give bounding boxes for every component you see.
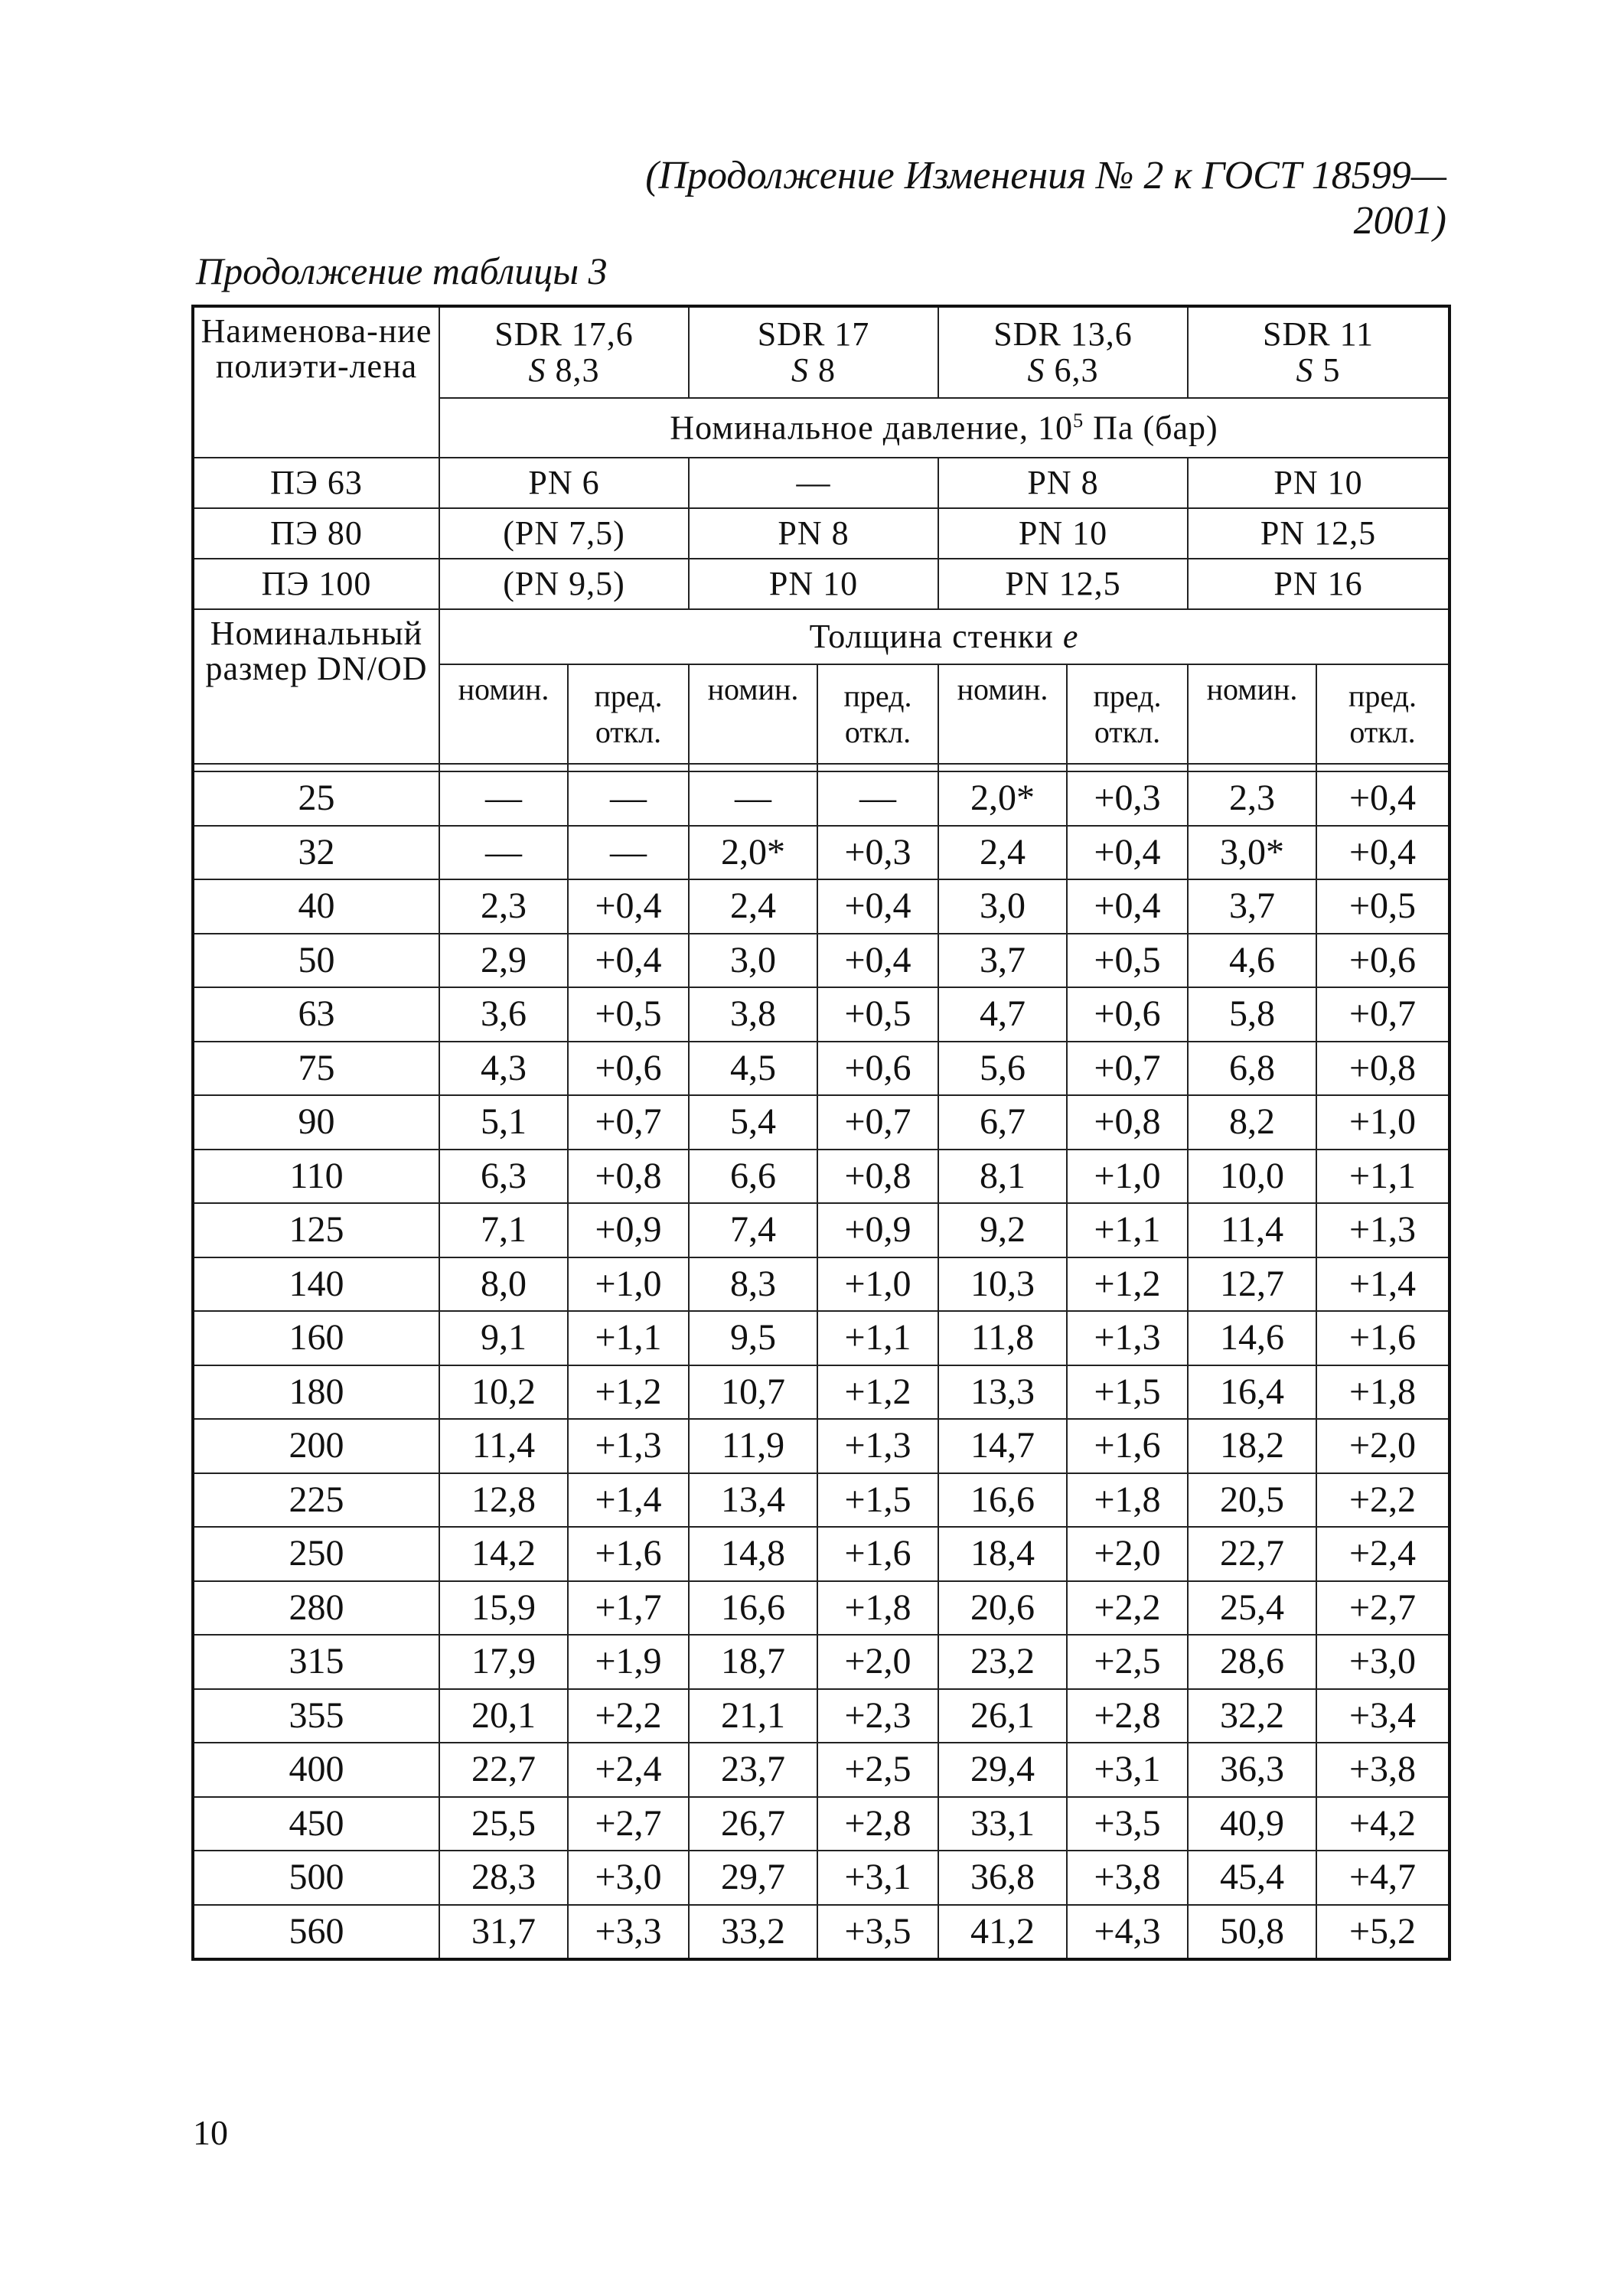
table-row [193,1905,1450,1960]
nominal-size-cell: 90 [193,1095,439,1150]
sdr-header-1 [439,306,689,398]
sdr-header-3 [938,306,1188,398]
nominal-thickness-cell: 23,2 [938,1635,1067,1689]
table-row [193,1743,1450,1797]
s-value: 8,3 [555,351,600,389]
nominal-thickness-cell: 7,4 [689,1203,817,1257]
nominal-thickness-cell: 14,7 [938,1419,1067,1473]
deviation-cell: +0,4 [1316,826,1450,880]
deviation-cell: +2,7 [568,1797,689,1851]
nominal-size-cell: 125 [193,1203,439,1257]
nominal-thickness-cell: 11,4 [439,1419,568,1473]
nominal-thickness-cell: 4,7 [938,987,1067,1042]
nominal-thickness-cell: 6,3 [439,1150,568,1204]
deviation-cell: +1,5 [1067,1365,1188,1420]
nominal-thickness-cell: 25,4 [1188,1581,1316,1636]
deviation-cell: +0,7 [1316,987,1450,1042]
deviation-cell: +0,6 [817,1042,938,1096]
deviation-cell: +0,7 [817,1095,938,1150]
table-row [193,1581,1450,1636]
nominal-thickness-cell: 32,2 [1188,1689,1316,1743]
nominal-col-header: номин. [938,664,1067,764]
nominal-size-cell: 40 [193,879,439,934]
deviation-cell: +1,8 [1067,1473,1188,1528]
nominal-size-cell: 280 [193,1581,439,1636]
nominal-thickness-cell: 2,4 [689,879,817,934]
nominal-thickness-cell: 20,5 [1188,1473,1316,1528]
deviation-cell: +2,5 [817,1743,938,1797]
deviation-cell: +3,1 [1067,1743,1188,1797]
nominal-thickness-cell: 6,7 [938,1095,1067,1150]
nominal-thickness-cell: 20,1 [439,1689,568,1743]
pressure-text: Номинальное давление, 10 [670,409,1073,447]
deviation-cell: +1,3 [1316,1203,1450,1257]
deviation-cell: +1,0 [1067,1150,1188,1204]
deviation-cell: +0,4 [568,934,689,988]
deviation-cell: +0,7 [568,1095,689,1150]
wall-thickness-table [191,305,1451,1961]
deviation-cell: +3,4 [1316,1689,1450,1743]
deviation-cell: +1,1 [568,1311,689,1365]
table-row [193,934,1450,988]
nominal-size-cell: 560 [193,1905,439,1960]
nominal-thickness-cell: 18,2 [1188,1419,1316,1473]
nominal-thickness-cell: 4,3 [439,1042,568,1096]
material-cell: ПЭ 63 [193,458,439,508]
sdr-label: SDR 13,6 [993,315,1133,354]
deviation-cell: +0,5 [1067,934,1188,988]
nominal-thickness-cell: 22,7 [1188,1527,1316,1581]
deviation-cell: +0,5 [1316,879,1450,934]
nominal-thickness-cell: 3,0* [1188,826,1316,880]
nominal-thickness-cell: 16,4 [1188,1365,1316,1420]
nominal-thickness-cell: 11,9 [689,1419,817,1473]
deviation-cell: +0,8 [1067,1095,1188,1150]
nominal-thickness-cell: 2,3 [1188,771,1316,826]
deviation-cell: +0,4 [1067,826,1188,880]
nominal-thickness-cell: 2,9 [439,934,568,988]
nominal-thickness-cell: 18,4 [938,1527,1067,1581]
sdr-label: SDR 17,6 [494,315,634,354]
s-letter: S [1027,351,1045,389]
deviation-cell: +1,1 [1067,1203,1188,1257]
deviation-cell: +1,5 [817,1473,938,1528]
nominal-size-cell: 450 [193,1797,439,1851]
pressure-cell: PN 10 [689,559,938,609]
table-row [193,1851,1450,1905]
deviation-cell: +1,4 [1316,1257,1450,1312]
deviation-cell: +4,7 [1316,1851,1450,1905]
deviation-cell: +3,8 [1316,1743,1450,1797]
table-caption: Продолжение таблицы 3 [196,249,608,292]
deviation-cell: +3,0 [568,1851,689,1905]
s-value: 8 [818,351,836,389]
deviation-cell: +2,0 [1067,1527,1188,1581]
deviation-cell: +0,8 [817,1150,938,1204]
polyethylene-name-header: Наименова-ние полиэти-лена [193,306,439,458]
nominal-thickness-cell: 21,1 [689,1689,817,1743]
nominal-col-header: номин. [439,664,568,764]
deviation-cell: +1,1 [817,1311,938,1365]
deviation-cell: +0,3 [817,826,938,880]
header-separator [193,764,1450,771]
nominal-thickness-cell: — [689,771,817,826]
deviation-cell: +3,8 [1067,1851,1188,1905]
nominal-thickness-cell: 50,8 [1188,1905,1316,1960]
nominal-thickness-cell: 17,9 [439,1635,568,1689]
nominal-thickness-cell: 29,4 [938,1743,1067,1797]
nominal-thickness-cell: 36,8 [938,1851,1067,1905]
deviation-cell: +1,9 [568,1635,689,1689]
deviation-cell: +0,4 [817,934,938,988]
nominal-size-cell: 50 [193,934,439,988]
nominal-thickness-cell: 26,1 [938,1689,1067,1743]
deviation-cell: +1,0 [568,1257,689,1312]
nominal-size-cell: 250 [193,1527,439,1581]
sdr-header-4 [1188,306,1450,398]
table-row [193,1095,1450,1150]
deviation-cell: +0,9 [568,1203,689,1257]
nominal-thickness-cell: 4,6 [1188,934,1316,988]
nominal-size-cell: 225 [193,1473,439,1528]
deviation-cell: — [817,771,938,826]
nominal-thickness-cell: 5,1 [439,1095,568,1150]
document-header: (Продолжение Изменения № 2 к ГОСТ 18599—2001) [645,154,1446,243]
pressure-cell: PN 12,5 [1188,508,1450,559]
nominal-size-cell: 75 [193,1042,439,1096]
deviation-cell: +1,3 [1067,1311,1188,1365]
deviation-cell: +1,6 [1067,1419,1188,1473]
s-value: 6,3 [1054,351,1099,389]
deviation-cell: +1,2 [1067,1257,1188,1312]
s-letter: S [528,351,546,389]
nominal-thickness-cell: 8,2 [1188,1095,1316,1150]
nominal-thickness-cell: 3,0 [938,879,1067,934]
nominal-thickness-cell: 7,1 [439,1203,568,1257]
pressure-cell: PN 8 [938,458,1188,508]
deviation-cell: +1,6 [1316,1311,1450,1365]
nominal-col-header: номин. [1188,664,1316,764]
deviation-col-header: пред. откл. [1316,664,1450,764]
nominal-size-cell: 400 [193,1743,439,1797]
table-row [193,1689,1450,1743]
pressure-exponent: 5 [1072,408,1084,432]
nominal-size-cell: 180 [193,1365,439,1420]
nominal-thickness-cell: 15,9 [439,1581,568,1636]
deviation-cell: +2,4 [568,1743,689,1797]
nominal-thickness-cell: 9,5 [689,1311,817,1365]
deviation-cell: +0,6 [568,1042,689,1096]
nominal-thickness-cell: 10,7 [689,1365,817,1420]
nominal-thickness-cell: 3,8 [689,987,817,1042]
nominal-thickness-cell: 31,7 [439,1905,568,1960]
table-row [193,1257,1450,1312]
nominal-size-cell: 500 [193,1851,439,1905]
nominal-pressure-header [439,398,1450,458]
deviation-cell: +1,0 [817,1257,938,1312]
nominal-size-cell: 355 [193,1689,439,1743]
deviation-cell: +2,2 [1067,1581,1188,1636]
nominal-thickness-cell: 18,7 [689,1635,817,1689]
nominal-thickness-cell: 10,2 [439,1365,568,1420]
deviation-cell: +0,8 [568,1150,689,1204]
deviation-cell: +2,8 [1067,1689,1188,1743]
pressure-cell: PN 16 [1188,559,1450,609]
nominal-thickness-cell: 22,7 [439,1743,568,1797]
deviation-cell: +2,0 [1316,1419,1450,1473]
nominal-thickness-cell: 8,1 [938,1150,1067,1204]
wall-thickness-header [439,609,1450,664]
s-label [939,353,1187,388]
deviation-cell: +3,1 [817,1851,938,1905]
deviation-cell: +2,5 [1067,1635,1188,1689]
nominal-thickness-cell: 40,9 [1188,1797,1316,1851]
deviation-cell: +4,3 [1067,1905,1188,1960]
nominal-size-cell: 315 [193,1635,439,1689]
s-value: 5 [1322,351,1341,389]
s-letter: S [791,351,809,389]
pressure-unit: Па (бар) [1084,409,1218,447]
table-row [193,879,1450,934]
nominal-thickness-cell: 6,6 [689,1150,817,1204]
sdr-header-2 [689,306,938,398]
nominal-thickness-cell: 5,4 [689,1095,817,1150]
nominal-thickness-cell: 4,5 [689,1042,817,1096]
deviation-cell: +1,6 [568,1527,689,1581]
nominal-thickness-cell: 5,8 [1188,987,1316,1042]
deviation-cell: +0,3 [1067,771,1188,826]
table-row [193,826,1450,880]
table-row [193,1365,1450,1420]
nominal-thickness-cell: 28,6 [1188,1635,1316,1689]
nominal-size-header: Номинальный размер DN/OD [193,609,439,764]
table-row [193,1203,1450,1257]
nominal-thickness-cell: 14,6 [1188,1311,1316,1365]
nominal-thickness-cell: 13,4 [689,1473,817,1528]
nominal-thickness-cell: 9,1 [439,1311,568,1365]
nominal-thickness-cell: 12,7 [1188,1257,1316,1312]
nominal-thickness-cell: 23,7 [689,1743,817,1797]
nominal-thickness-cell: 28,3 [439,1851,568,1905]
pressure-cell: PN 10 [938,508,1188,559]
nominal-thickness-cell: 29,7 [689,1851,817,1905]
s-label [440,353,688,388]
deviation-cell: +3,0 [1316,1635,1450,1689]
nominal-size-cell: 32 [193,826,439,880]
pressure-cell: (PN 9,5) [439,559,689,609]
nominal-thickness-cell: 20,6 [938,1581,1067,1636]
deviation-cell: +2,8 [817,1797,938,1851]
nominal-thickness-cell: 3,7 [1188,879,1316,934]
deviation-cell: +2,2 [568,1689,689,1743]
nominal-thickness-cell: 11,4 [1188,1203,1316,1257]
deviation-cell: +0,7 [1067,1042,1188,1096]
nominal-size-cell: 160 [193,1311,439,1365]
deviation-cell: +2,3 [817,1689,938,1743]
nominal-thickness-cell: 16,6 [938,1473,1067,1528]
deviation-cell: +0,4 [817,879,938,934]
nominal-thickness-cell: 25,5 [439,1797,568,1851]
nominal-thickness-cell: 8,3 [689,1257,817,1312]
nominal-thickness-cell: — [439,826,568,880]
pressure-cell: PN 6 [439,458,689,508]
nominal-thickness-cell: 10,0 [1188,1150,1316,1204]
table-row [193,1527,1450,1581]
deviation-cell: — [568,826,689,880]
nominal-thickness-cell: 2,0* [938,771,1067,826]
deviation-cell: +0,4 [1067,879,1188,934]
table-row [193,987,1450,1042]
nominal-thickness-cell: 41,2 [938,1905,1067,1960]
table-row [193,1473,1450,1528]
nominal-thickness-cell: — [439,771,568,826]
wall-thickness-symbol: e [1062,617,1079,655]
deviation-cell: +1,1 [1316,1150,1450,1204]
nominal-thickness-cell: 33,1 [938,1797,1067,1851]
deviation-cell: +1,7 [568,1581,689,1636]
deviation-col-header: пред. откл. [568,664,689,764]
deviation-cell: +4,2 [1316,1797,1450,1851]
deviation-cell: +0,9 [817,1203,938,1257]
pressure-cell: PN 12,5 [938,559,1188,609]
deviation-cell: +0,6 [1067,987,1188,1042]
deviation-cell: +1,2 [568,1365,689,1420]
page-number: 10 [193,2113,228,2152]
deviation-cell: +3,5 [1067,1797,1188,1851]
deviation-cell: — [568,771,689,826]
nominal-thickness-cell: 14,2 [439,1527,568,1581]
sdr-label: SDR 17 [757,315,870,354]
table-row [193,1635,1450,1689]
nominal-thickness-cell: 3,0 [689,934,817,988]
wall-thickness-text: Толщина стенки [809,617,1054,655]
nominal-thickness-cell: 33,2 [689,1905,817,1960]
table-row [193,1042,1450,1096]
deviation-cell: +2,7 [1316,1581,1450,1636]
nominal-thickness-cell: 14,8 [689,1527,817,1581]
deviation-cell: +0,6 [1316,934,1450,988]
nominal-thickness-cell: 3,6 [439,987,568,1042]
pressure-cell: (PN 7,5) [439,508,689,559]
nominal-thickness-cell: 9,2 [938,1203,1067,1257]
nominal-thickness-cell: 26,7 [689,1797,817,1851]
deviation-cell: +1,4 [568,1473,689,1528]
deviation-col-header: пред. откл. [817,664,938,764]
nominal-col-header: номин. [689,664,817,764]
pressure-cell: PN 8 [689,508,938,559]
nominal-size-cell: 25 [193,771,439,826]
nominal-thickness-cell: 10,3 [938,1257,1067,1312]
nominal-thickness-cell: 12,8 [439,1473,568,1528]
deviation-cell: +1,8 [817,1581,938,1636]
deviation-cell: +2,2 [1316,1473,1450,1528]
deviation-cell: +1,2 [817,1365,938,1420]
nominal-size-cell: 140 [193,1257,439,1312]
nominal-thickness-cell: 11,8 [938,1311,1067,1365]
deviation-cell: +1,6 [817,1527,938,1581]
nominal-thickness-cell: 13,3 [938,1365,1067,1420]
nominal-thickness-cell: 16,6 [689,1581,817,1636]
s-letter: S [1296,351,1314,389]
nominal-thickness-cell: 5,6 [938,1042,1067,1096]
pressure-cell: — [689,458,938,508]
deviation-cell: +1,8 [1316,1365,1450,1420]
nominal-thickness-cell: 8,0 [439,1257,568,1312]
table-row [193,1311,1450,1365]
material-cell: ПЭ 80 [193,508,439,559]
nominal-thickness-cell: 2,4 [938,826,1067,880]
nominal-thickness-cell: 2,3 [439,879,568,934]
nominal-thickness-cell: 3,7 [938,934,1067,988]
deviation-cell: +1,0 [1316,1095,1450,1150]
nominal-thickness-cell: 2,0* [689,826,817,880]
material-cell: ПЭ 100 [193,559,439,609]
nominal-thickness-cell: 6,8 [1188,1042,1316,1096]
deviation-cell: +1,3 [568,1419,689,1473]
pressure-cell: PN 10 [1188,458,1450,508]
deviation-cell: +2,0 [817,1635,938,1689]
deviation-cell: +0,5 [568,987,689,1042]
deviation-cell: +2,4 [1316,1527,1450,1581]
deviation-cell: +3,3 [568,1905,689,1960]
deviation-cell: +5,2 [1316,1905,1450,1960]
deviation-cell: +0,4 [1316,771,1450,826]
nominal-thickness-cell: 45,4 [1188,1851,1316,1905]
table-row [193,1797,1450,1851]
nominal-size-cell: 200 [193,1419,439,1473]
table-row [193,771,1450,826]
s-label [1189,353,1448,388]
nominal-thickness-cell: 36,3 [1188,1743,1316,1797]
deviation-cell: +0,5 [817,987,938,1042]
nominal-size-cell: 110 [193,1150,439,1204]
nominal-size-cell: 63 [193,987,439,1042]
deviation-cell: +3,5 [817,1905,938,1960]
deviation-cell: +0,4 [568,879,689,934]
table-row [193,1419,1450,1473]
deviation-col-header: пред. откл. [1067,664,1188,764]
table-row [193,1150,1450,1204]
deviation-cell: +0,8 [1316,1042,1450,1096]
s-label [690,353,938,388]
sdr-label: SDR 11 [1263,315,1374,354]
deviation-cell: +1,3 [817,1419,938,1473]
